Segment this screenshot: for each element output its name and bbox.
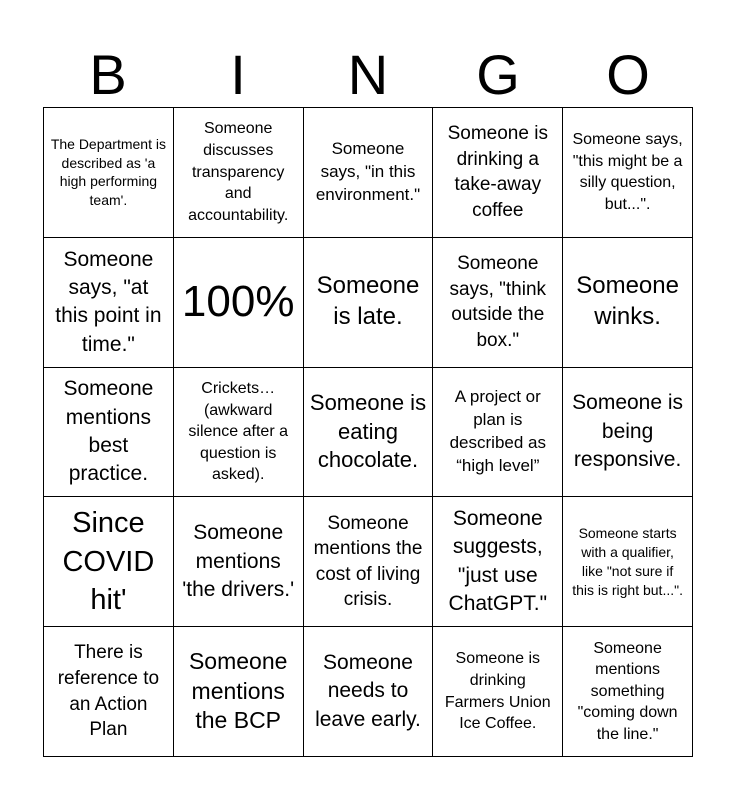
bingo-cell[interactable]	[304, 497, 434, 627]
bingo-cell[interactable]	[563, 627, 693, 757]
cell-text: The Department is described as 'a high performing team'.	[50, 135, 166, 209]
bingo-cell[interactable]	[304, 368, 434, 498]
cell-text: Someone says, "think outside the box."	[449, 252, 547, 351]
cell-text: Someone is eating chocolate.	[309, 390, 427, 473]
bingo-card	[43, 107, 693, 757]
bingo-cell[interactable]	[433, 627, 563, 757]
cell-text: Someone says, "this might be a silly question, but...".	[572, 131, 683, 213]
bingo-cell[interactable]	[44, 627, 174, 757]
cell-text: Someone mentions the BCP	[188, 648, 288, 734]
cell-text: Someone mentions best practice.	[63, 377, 154, 486]
cell-text: Someone is late.	[316, 272, 420, 331]
bingo-cell[interactable]	[174, 627, 304, 757]
cell-text: Someone is drinking a take-away coffee	[447, 123, 548, 222]
bingo-cell[interactable]	[304, 238, 434, 368]
header-letter-b: B	[89, 43, 127, 106]
header-letter-n: N	[347, 43, 389, 106]
cell-text: Someone discusses transparency and accountability.	[188, 120, 289, 224]
cell-text: Someone suggests, "just use ChatGPT."	[448, 507, 548, 616]
cell-text: Someone starts with a qualifier, like "not sure if this is right but...".	[572, 525, 683, 598]
cell-text: Someone says, "in this environment."	[315, 138, 421, 204]
bingo-cell[interactable]	[433, 497, 563, 627]
cell-text: Someone mentions something "coming down the line."	[577, 639, 678, 743]
free-space-cell[interactable]	[174, 238, 304, 368]
bingo-cell[interactable]	[563, 497, 693, 627]
bingo-cell[interactable]	[304, 108, 434, 238]
bingo-cell[interactable]	[563, 108, 693, 238]
bingo-cell[interactable]	[44, 238, 174, 368]
cell-text: Someone mentions 'the drivers.'	[182, 521, 295, 601]
bingo-header	[43, 44, 693, 106]
bingo-cell[interactable]	[174, 368, 304, 498]
cell-text: Someone is drinking Farmers Union Ice Coffee.	[444, 650, 551, 733]
cell-text: Someone mentions the cost of living crisis.	[313, 512, 423, 611]
bingo-cell[interactable]	[44, 108, 174, 238]
bingo-cell[interactable]	[433, 238, 563, 368]
bingo-cell[interactable]	[563, 368, 693, 498]
bingo-cell[interactable]	[433, 108, 563, 238]
bingo-cell[interactable]	[174, 497, 304, 627]
cell-text: Since COVID hit'	[62, 507, 155, 616]
bingo-cell[interactable]	[174, 108, 304, 238]
cell-text: Crickets… (awkward silence after a question is asked).	[188, 380, 288, 484]
header-letter-g: G	[476, 43, 520, 106]
bingo-cell[interactable]	[433, 368, 563, 498]
cell-text: Someone is being responsive.	[572, 391, 684, 472]
cell-text: Someone needs to leave early.	[315, 651, 421, 731]
cell-text: Someone says, "at this point in time."	[55, 247, 162, 356]
bingo-cell[interactable]	[44, 368, 174, 498]
cell-text: There is reference to an Action Plan	[57, 642, 160, 741]
header-letter-i: I	[230, 43, 246, 106]
free-space-text: 100%	[181, 276, 295, 326]
bingo-cell[interactable]	[44, 497, 174, 627]
cell-text: A project or plan is described as “high level”	[449, 387, 546, 475]
bingo-cell[interactable]	[304, 627, 434, 757]
cell-text: Someone winks.	[576, 272, 679, 331]
bingo-cell[interactable]	[563, 238, 693, 368]
header-letter-o: O	[606, 43, 650, 106]
